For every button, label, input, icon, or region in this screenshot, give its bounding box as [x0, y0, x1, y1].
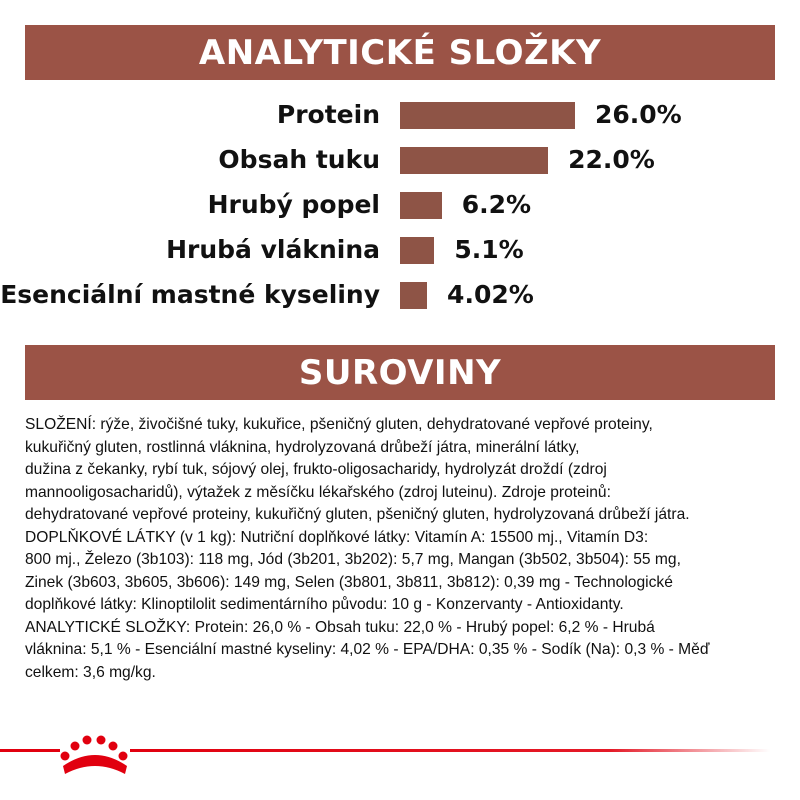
- composition-line: dehydratované vepřové proteiny, kukuřičný gluten, pšeničný gluten, hydrolyzovaná drůbeží játra.: [25, 506, 690, 523]
- nutrient-label: Esenciální mastné kyseliny: [0, 280, 380, 309]
- analytic-section-banner: [25, 25, 775, 80]
- ingredients-section-banner: [25, 345, 775, 400]
- composition-line: kukuřičný gluten, rostlinná vláknina, hydrolyzovaná drůbeží játra, minerální látky,: [25, 438, 580, 456]
- nutrient-value-label: 5.1%: [454, 235, 524, 264]
- nutrient-label: Hrubý popel: [207, 190, 380, 219]
- nutrient-value-label: 4.02%: [447, 280, 534, 309]
- composition-line: Zinek (3b603, 3b605, 3b606): 149 mg, Selen (3b801, 3b811, 3b812): 0,39 mg - Technologické: [25, 573, 673, 591]
- nutrient-bar: [400, 237, 434, 264]
- composition-line: 800 mj., Železo (3b103): 118 mg, Jód (3b201, 3b202): 5,7 mg, Mangan (3b502, 3b504): 55 mg,: [25, 551, 681, 568]
- ingredients-section-title: SUROVINY: [298, 352, 502, 393]
- analytic-section-title: ANALYTICKÉ SLOŽKY: [198, 32, 602, 73]
- nutrient-bar: [400, 147, 548, 174]
- nutrient-label: Protein: [276, 100, 380, 129]
- composition-line: ANALYTICKÉ SLOŽKY: Protein: 26,0 % - Obsah tuku: 22,0 % - Hrubý popel: 6,2 % - Hrubá: [25, 618, 655, 636]
- nutrient-bar: [400, 102, 575, 129]
- nutrient-value-label: 6.2%: [461, 190, 532, 219]
- nutrient-bar-chart: [0, 95, 800, 325]
- nutrient-bar: [400, 192, 442, 219]
- composition-line: mannooligosacharidů), výtažek z měsíčku lékařského (zdroj luteinu). Zdroje proteinů:: [25, 483, 611, 501]
- composition-line: celkem: 3,6 mg/kg.: [25, 663, 156, 681]
- composition-line: vláknina: 5,1 % - Esenciální mastné kyseliny: 4,02 % - EPA/DHA: 0,35 % - Sodík (Na): 0,3 % - Měď: [25, 641, 710, 658]
- composition-line: DOPLŇKOVÉ LÁTKY (v 1 kg): Nutriční doplňkové látky: Vitamín A: 15500 mj., Vitamín D3:: [25, 528, 649, 546]
- nutrient-value-label: 22.0%: [568, 145, 655, 174]
- nutrient-label: Hrubá vláknina: [166, 235, 380, 264]
- royal-crown-icon: [55, 722, 135, 780]
- composition-text: [25, 414, 780, 684]
- composition-line: SLOŽENÍ: rýže, živočišné tuky, kukuřice, pšeničný gluten, dehydratované vepřové proteiny,: [25, 416, 653, 433]
- composition-line: dužina z čekanky, rybí tuk, sójový olej, frukto-oligosacharidy, hydrolyzát droždí (zdroj: [25, 461, 607, 478]
- nutrient-bar: [400, 282, 427, 309]
- composition-line: doplňkové látky: Klinoptilolit sedimentárního původu: 10 g - Konzervanty - Antioxidanty.: [25, 596, 624, 613]
- nutrient-label: Obsah tuku: [218, 145, 380, 174]
- nutrient-value-label: 26.0%: [595, 100, 682, 129]
